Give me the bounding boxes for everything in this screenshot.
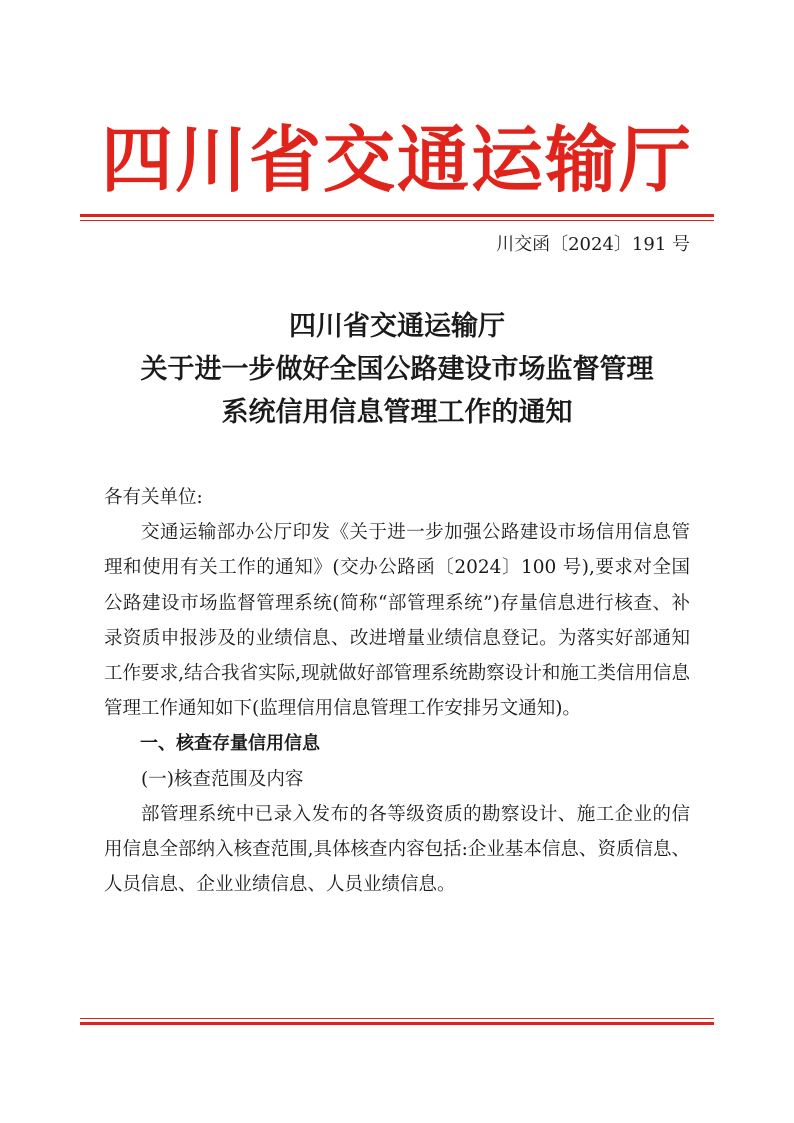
footer-divider bbox=[80, 1018, 714, 1025]
salutation: 各有关单位: bbox=[104, 487, 203, 508]
section-heading-1: 一、核查存量信用信息 bbox=[140, 733, 320, 755]
agency-masthead: 四川省交通运输厅 bbox=[100, 117, 693, 202]
body-paragraph-1: 交通运输部办公厅印发《关于进一步加强公路建设市场信用信息管理和使用有关工作的通知》(交办公路函〔2024〕100 号),要求对全国公路建设市场监督管理系统(简称“部管理系统”)存量信息进行核查、补录资质申报涉及的业绩信息、改进增量业绩信息登记。为落实好部通知工作要求,结合我省实际,现就做好部管理系统勘察设计和施工类信用信息管理工作通知如下(监理信用信息管理工作安排另文通知)。 bbox=[104, 522, 690, 720]
body-paragraph-2: 部管理系统中已录入发布的各等级资质的勘察设计、施工企业的信用信息全部纳入核查范围,具体核查内容包括:企业基本信息、资质信息、人员信息、企业业绩信息、人员业绩信息。 bbox=[104, 803, 690, 896]
subsection-heading-1: (一)核查范围及内容 bbox=[141, 768, 304, 790]
title-line-2: 关于进一步做好全国公路建设市场监督管理 bbox=[140, 354, 654, 385]
title-line-3: 系统信用信息管理工作的通知 bbox=[221, 397, 573, 428]
document-body bbox=[104, 480, 690, 902]
document-number: 川交函〔2024〕191 号 bbox=[496, 234, 690, 255]
document-title bbox=[0, 305, 794, 434]
masthead-divider bbox=[80, 214, 714, 221]
title-line-1: 四川省交通运输厅 bbox=[289, 311, 505, 342]
